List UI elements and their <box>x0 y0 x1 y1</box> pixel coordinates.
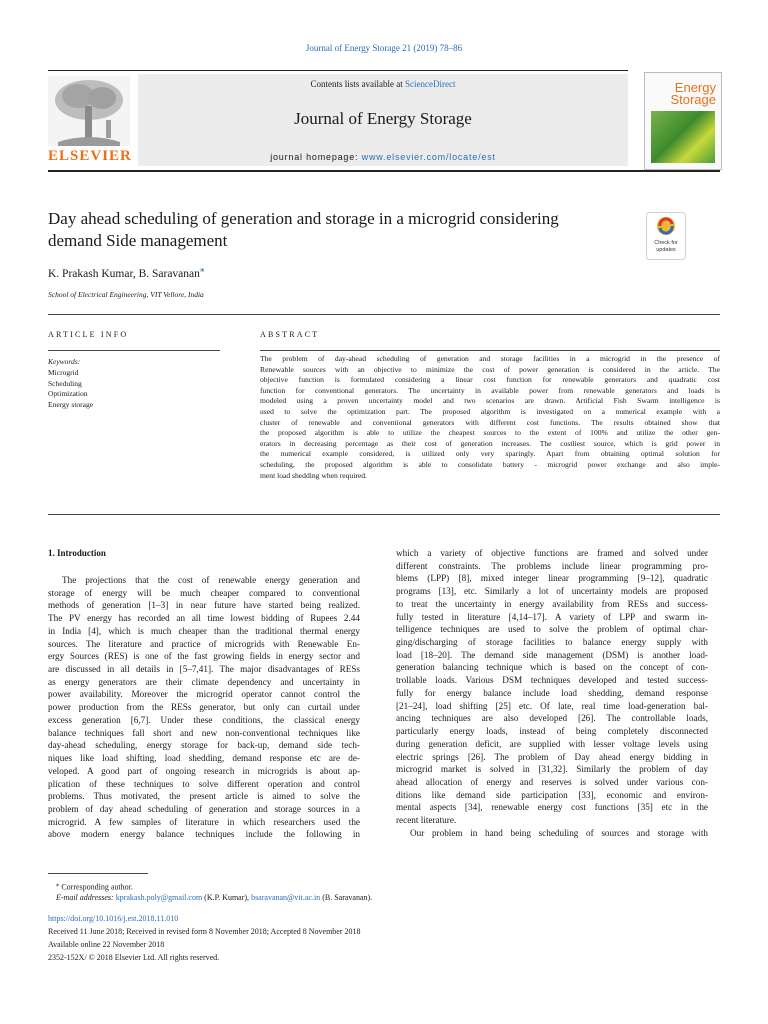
text-line: ergy Sources (RES) is one of the fast growing fields in energy sector and <box>48 651 360 662</box>
text-line: generation balancing technique which is based on the concept of con- <box>396 662 708 673</box>
text-line: fully tested in literature [4,14–17]. A variety of LPP and swarm in- <box>396 611 708 622</box>
text-line: cluster of renewable and conventional generators with different cost functions. The results obtained show that <box>260 417 720 427</box>
abstract-text <box>260 354 720 481</box>
text-line: Our problem in hand being scheduling of sources and storage with <box>410 827 708 838</box>
text-line: microgrid. A few samples of literature in which researchers used the <box>48 816 360 827</box>
keywords-label: Keywords: <box>48 357 81 366</box>
text-line: ahead allocation of energy and reserves is solved under various con- <box>396 776 708 787</box>
corresponding-author-note: ⁎ Corresponding author. <box>56 881 133 892</box>
journal-title: Journal of Energy Storage <box>294 109 472 128</box>
copyright-notice: 2352-152X/ © 2018 Elsevier Ltd. All rights reserved. <box>48 953 220 962</box>
text-line: veloped. A good part of ongoing research in microgrids is about ap- <box>48 765 360 776</box>
corresponding-author-mark[interactable]: ⁎ <box>199 264 205 275</box>
text-line: The problem of day-ahead scheduling of generation and storage facilities in a microgrid in the presence of <box>260 354 720 363</box>
svg-text:Check for: Check for <box>654 240 678 246</box>
contents-available <box>138 79 628 89</box>
text-line: above modern energy balance techniques include the following in <box>48 829 360 840</box>
text-line: objective function is formulated considering a linear cost function for renewable generators and quadratic cost <box>260 375 720 385</box>
text-line: fully for energy balance include load shedding, demand response <box>396 687 708 698</box>
abstract-heading: ABSTRACT <box>260 330 320 339</box>
elsevier-wordmark: ELSEVIER <box>48 148 132 164</box>
cover-artwork <box>651 111 715 163</box>
abstract-bottom-rule <box>48 514 720 515</box>
text-line: electric springs [26]. The problem of Day ahead energy bidding in <box>396 751 708 762</box>
text-line: plication of these techniques to solve different operation and control <box>48 778 360 789</box>
available-online: Available online 22 November 2018 <box>48 940 165 949</box>
text-line: problems. Thus motivated, the present article is aimed to solve the <box>48 791 360 802</box>
footnote-rule <box>48 873 148 874</box>
keyword: Scheduling <box>48 378 82 388</box>
text-line: programs [13], etc. Similarly a lot of uncertainty models are proposed <box>396 586 708 597</box>
check-for-updates-icon[interactable] <box>646 212 686 260</box>
body-column-left <box>48 574 360 841</box>
cover-title: Energy Storage <box>670 80 716 107</box>
text-line: recent literature. <box>396 815 457 826</box>
text-line: problem of day ahead scheduling of generation and storage sources in a <box>48 803 360 814</box>
text-line: load [18–20]. The demand side management (DSM) is another load- <box>396 649 708 660</box>
text-line: modeled using a proven uncertainty model and two scenarios are drawn. Artificial Fish Swarm intelligence is <box>260 396 720 406</box>
text-line: ditions like demand side participation [33], economic and environ- <box>396 789 708 800</box>
header-bottom-rule <box>48 170 720 172</box>
email-link-saravanan[interactable]: bsaravanan@vit.ac.in <box>251 893 321 902</box>
text-line: power availability. Moreover the microgrid operator cannot control the <box>48 689 360 700</box>
text-line: to treat the uncertainty in energy availability from RESs and success- <box>396 598 708 609</box>
text-line: which a variety of objective functions are framed and solved under <box>396 548 708 558</box>
text-line: as energy generators are their climate dependency and uncertainty in <box>48 676 360 687</box>
email-link-kumar[interactable]: kprakash.poly@gmail.com <box>115 893 203 902</box>
text-line: balance techniques fall short and new non-conventional techniques like <box>48 727 360 738</box>
text-line: are discussed in all details in [5–7,41]. The major disadvantages of RESs <box>48 664 360 675</box>
text-line: erators in decreasing percentage as their cost of generation increases. The costliest source, which is grid power in <box>260 438 720 448</box>
text-line: day-ahead scheduling, energy storage for back-up, demand side tech- <box>48 740 360 751</box>
homepage-link[interactable]: www.elsevier.com/locate/est <box>361 152 496 162</box>
text-line: The PV energy has recorded an all time lowest bidding of Rupees 2.44 <box>48 613 360 624</box>
received-dates: Received 11 June 2018; Received in revised form 8 November 2018; Accepted 8 November 2018 <box>48 927 361 936</box>
journal-cover-image <box>644 72 722 170</box>
text-line: blems (LPP) [8], mixed integer linear programming [9–12], quadratic <box>396 573 708 584</box>
keywords-list <box>48 368 93 410</box>
text-line: trollable loads. Various DSM techniques developed and tested success- <box>396 675 708 686</box>
journal-homepage <box>138 152 628 162</box>
keyword: Optimization <box>48 389 88 398</box>
text-line: microgrid market is solved in [31,32]. Similarly the problem of day <box>396 764 708 775</box>
text-line: different constraints. The problems include linear programming pro- <box>396 560 708 571</box>
svg-text:updates: updates <box>656 247 676 253</box>
text-line: power production from the RESs generator, but only can curtail under <box>48 702 360 713</box>
article-info-rule <box>48 350 220 351</box>
text-line: [21–24], load shifting [25] etc. Of late, real time load-generation bal- <box>396 700 708 711</box>
keyword: Energy storage <box>48 399 94 409</box>
text-line: mental aspects [34], renewable energy cost functions [35] etc in the <box>396 802 708 813</box>
header-top-rule <box>48 70 628 71</box>
text-line: the proposed algorithm is able to utilize the cheapest sources to the extent of 100% and utilize the other gen- <box>260 428 720 438</box>
homepage-prefix: journal homepage: <box>270 152 362 162</box>
email-addresses: E-mail addresses: kprakash.poly@gmail.com (K.P. Kumar), bsaravanan@vit.ac.in (B. Saravanan). <box>56 893 373 902</box>
article-authors: K. Prakash Kumar, B. Saravanan⁎ <box>48 264 205 280</box>
journal-citation[interactable]: Journal of Energy Storage 21 (2019) 78–86 <box>305 43 463 53</box>
text-line: ancing techniques are also developed [26]. The controllable loads, <box>396 713 708 724</box>
text-line: function for conventional generators. The uncertainty in available power from renewable generators and loads is <box>260 385 720 395</box>
text-line: The projections that the cost of renewable energy generation and <box>62 575 360 585</box>
text-line: excess generation [6,7]. Under these conditions, the classical energy <box>48 714 360 725</box>
text-line: Renewable sources with an objective to minimize the cost of power generation is considered in the article. The <box>260 364 720 374</box>
text-line: the numerical example considered, is utilized only very sparingly. Apart from obtaining optimal solution for <box>260 449 720 459</box>
section-heading-introduction: 1. Introduction <box>48 548 106 558</box>
text-line: ging/discharging of storage facilities to balance energy supply with <box>396 637 708 648</box>
body-column-right <box>396 547 708 840</box>
text-line: telligence techniques are used to solve the problem of optimal char- <box>396 624 708 635</box>
text-line: ment load shedding when required. <box>260 470 367 480</box>
keyword: Microgrid <box>48 368 79 377</box>
sciencedirect-link[interactable]: ScienceDirect <box>405 79 456 89</box>
text-line: particularly energy loads, instead of being completely disconnected <box>396 726 708 737</box>
text-line: niques like load shifting, load shedding, demand response etc are de- <box>48 753 360 764</box>
article-title: Day ahead scheduling of generation and storage in a microgrid considering demand Side management <box>48 209 559 250</box>
text-line: storage of energy will be much cheaper compared to conventional <box>48 587 360 598</box>
author-affiliation: School of Electrical Engineering, VIT Vellore, India <box>48 290 204 299</box>
doi-link[interactable]: https://doi.org/10.1016/j.est.2018.11.010 <box>48 914 179 923</box>
text-line: in India [4], which is much cheaper than the traditional thermal energy <box>48 625 360 636</box>
text-line: methods of generation [1–3] in near future have started being realized. <box>48 600 360 611</box>
text-line: sources. The literature and practice of microgrids with Renewable En- <box>48 638 360 649</box>
contents-prefix: Contents lists available at <box>310 79 405 89</box>
article-info-heading: ARTICLE INFO <box>48 330 129 339</box>
info-top-rule <box>48 314 720 315</box>
abstract-rule <box>260 350 720 351</box>
text-line: used to solve the optimization part. The proposed algorithm is investigated on a numerical example with a <box>260 406 720 416</box>
text-line: scheduling, the proposed algorithm is able to consolidate battery - microgrid power exchange and also imple- <box>260 459 720 469</box>
text-line: during generation deficit, are supplied with lesser voltage levels using <box>396 738 708 749</box>
